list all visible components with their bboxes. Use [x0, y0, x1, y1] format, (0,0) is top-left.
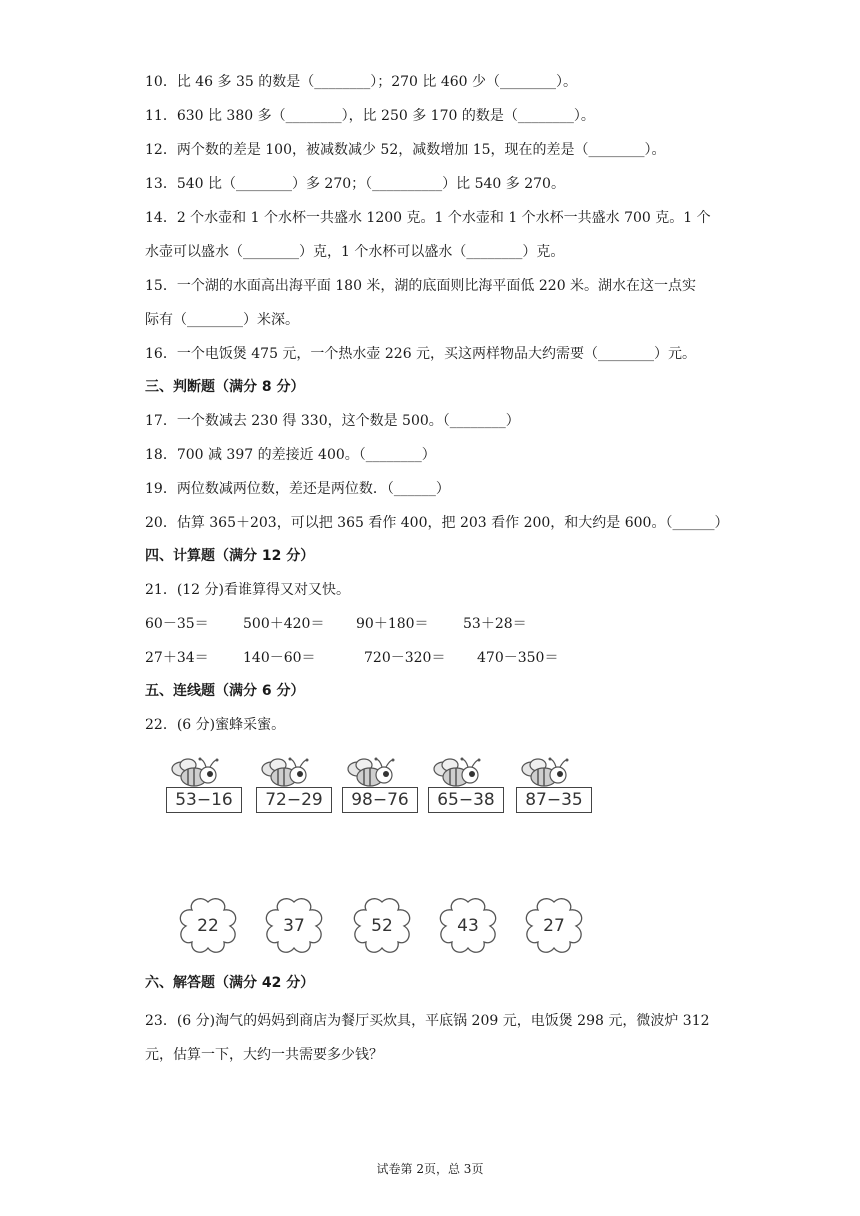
question-23-line-1: 23．(6 分)淘气的妈妈到商店为餐厅买炊具，平底锅 209 元，电饭煲 298 元，微波炉 312 — [145, 1013, 710, 1029]
page-footer: 试卷第 2页，总 3页 — [376, 1162, 484, 1176]
flower-card[interactable] — [520, 896, 588, 956]
bee-icon — [520, 757, 570, 789]
calc-item: 53＋28＝ — [463, 616, 527, 632]
section-3-heading: 三、判断题（满分 8 分） — [145, 379, 305, 395]
bee-expression: 53−16 — [175, 790, 233, 810]
flower-card[interactable] — [348, 896, 416, 956]
question-21: 21．(12 分)看谁算得又对又快。 — [145, 582, 351, 598]
bee-card[interactable] — [428, 757, 504, 817]
question-20: 20．估算 365＋203，可以把 365 看作 400，把 203 看作 200，和大约是 600。（______） — [145, 515, 729, 531]
question-12: 12．两个数的差是 100，被减数减少 52，减数增加 15，现在的差是（________）。 — [145, 142, 666, 158]
bee-card[interactable] — [516, 757, 592, 817]
bee-icon — [170, 757, 220, 789]
question-15-line-2: 际有（________）米深。 — [145, 312, 299, 328]
bee-icon — [260, 757, 310, 789]
bee-expression: 87−35 — [525, 790, 583, 810]
calc-item: 90＋180＝ — [356, 616, 429, 632]
question-14-line-1: 14．2 个水壶和 1 个水杯一共盛水 1200 克。1 个水壶和 1 个水杯一共盛水 700 克。1 个 — [145, 210, 711, 226]
question-15-line-1: 15．一个湖的水面高出海平面 180 米，湖的底面则比海平面低 220 米。湖水在这一点实 — [145, 278, 697, 294]
calc-item: 140－60＝ — [243, 650, 316, 666]
question-18: 18．700 减 397 的差接近 400。（________） — [145, 447, 436, 463]
bee-card[interactable] — [256, 757, 332, 817]
question-22: 22．(6 分)蜜蜂采蜜。 — [145, 717, 286, 733]
flower-card[interactable] — [434, 896, 502, 956]
bee-icon — [346, 757, 396, 789]
bee-expression: 65−38 — [437, 790, 495, 810]
flower-number: 22 — [197, 916, 219, 936]
flower-number: 27 — [543, 916, 565, 936]
bee-card[interactable] — [166, 757, 242, 817]
question-10: 10．比 46 多 35 的数是（________）；270 比 460 少（________）。 — [145, 74, 578, 90]
section-4-heading: 四、计算题（满分 12 分） — [145, 548, 315, 564]
question-13: 13．540 比（________）多 270；（__________）比 540 多 270。 — [145, 176, 565, 192]
question-16: 16．一个电饭煲 475 元，一个热水壶 226 元，买这两样物品大约需要（________）元。 — [145, 346, 697, 362]
bee-expression: 72−29 — [265, 790, 323, 810]
calc-item: 470－350＝ — [477, 650, 559, 666]
section-6-heading: 六、解答题（满分 42 分） — [145, 975, 315, 991]
calc-item: 27＋34＝ — [145, 650, 209, 666]
bee-card[interactable] — [342, 757, 418, 817]
flower-number: 52 — [371, 916, 393, 936]
section-5-heading: 五、连线题（满分 6 分） — [145, 683, 305, 699]
calc-item: 720－320＝ — [364, 650, 446, 666]
flower-card[interactable] — [174, 896, 242, 956]
flower-number: 43 — [457, 916, 479, 936]
bee-expression: 98−76 — [351, 790, 409, 810]
calc-item: 60－35＝ — [145, 616, 209, 632]
question-17: 17．一个数减去 230 得 330，这个数是 500。（________） — [145, 413, 520, 429]
flower-card[interactable] — [260, 896, 328, 956]
calc-item: 500＋420＝ — [243, 616, 325, 632]
question-11: 11．630 比 380 多（________），比 250 多 170 的数是（________）。 — [145, 108, 595, 124]
flower-number: 37 — [283, 916, 305, 936]
question-14-line-2: 水壶可以盛水（________）克，1 个水杯可以盛水（________）克。 — [145, 244, 565, 260]
bee-icon — [432, 757, 482, 789]
question-23-line-2: 元，估算一下，大约一共需要多少钱？ — [145, 1047, 383, 1063]
question-19: 19．两位数减两位数，差还是两位数．（______） — [145, 481, 450, 497]
